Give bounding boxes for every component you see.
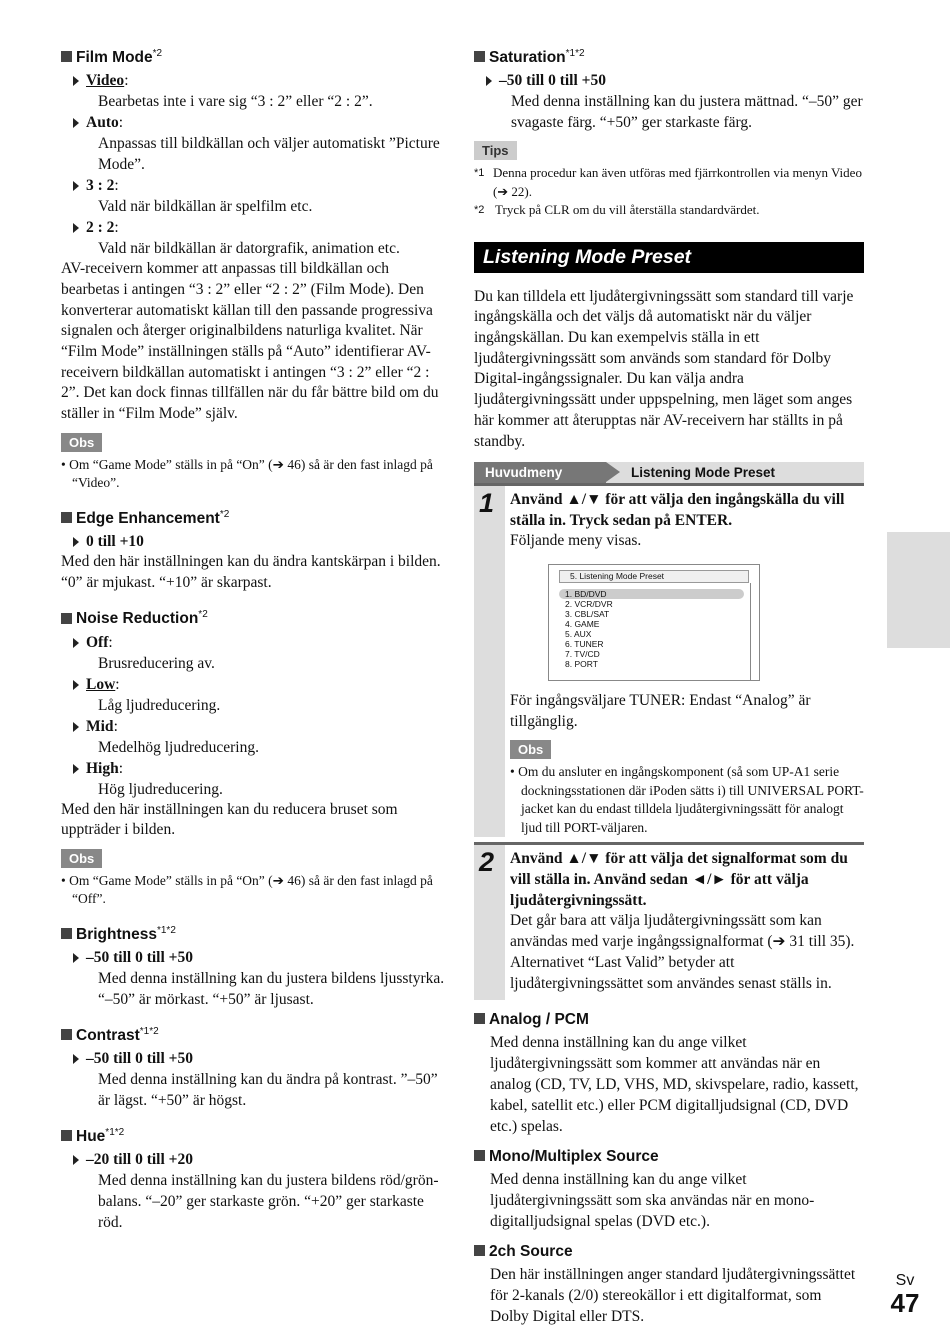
square-bullet-icon — [61, 1029, 72, 1040]
intro-paragraph: Du kan tilldela ett ljudåtergivningssätt som standard till varje ingångskälla och det väljs då automatiskt när du väljer ingångskällan. Du kan exempelvis ställa in ett ljudåtergivningssätt som används som standard för Dolby Digital-ingångssignaler. Du kan välja andra ljudåtergivningssätt under uppspelning, men läget som anges här kommer att återupptas när AV-receivern har ställts in på standby. — [474, 287, 854, 450]
step-text: Alternativet “Last Valid” betyder att ljudåtergivningssättet som användes senast ställs in. — [510, 953, 832, 992]
step-text: Det går bara att välja ljudåtergivningssätt som kan användas med varje ingångssignalformat (➔ 31 till 35). — [510, 912, 855, 951]
triangle-bullet-icon — [73, 537, 79, 547]
step-number: 1 — [479, 488, 495, 519]
analog-pcm-heading: Analog / PCM — [474, 1010, 864, 1030]
square-bullet-icon — [61, 928, 72, 939]
option-item: Low: — [75, 674, 450, 695]
triangle-bullet-icon — [73, 722, 79, 732]
step-lead: Använd ▲/▼ för att välja den ingångskälla du vill ställa in. Tryck sedan på ENTER. — [510, 491, 845, 530]
contrast-heading: Contrast$^{*1*2}$ — [61, 1022, 450, 1046]
option-item: 3 : 2: — [75, 175, 450, 196]
triangle-bullet-icon — [73, 1054, 79, 1064]
screen-item: 7. TV/CD — [565, 648, 600, 659]
option-desc: Låg ljudreducering. — [98, 696, 221, 714]
option-item: 2 : 2: — [75, 217, 450, 238]
brightness-heading: Brightness$^{*1*2}$ — [61, 921, 450, 945]
obs-badge: Obs — [510, 740, 551, 759]
screen-item: 5. AUX — [565, 628, 592, 639]
tips-badge: Tips — [474, 141, 517, 160]
breadcrumb-main: Huvudmeny — [474, 462, 606, 483]
film-mode-paragraph: AV-receivern kommer att anpassas till bildkällan och bearbetas i antingen “3 : 2” eller “2 : 2” (Film Mode). Den konverterar automatiskt källan till den passande progressiva signalen och återger originalbildens naturliga kvalitet. När “Film Mode” inställningen ställs på “Auto” identifierar AV-receivern bildkällan automatiskt i antingen “3 : 2” eller “2 : 2”. Det kan dock finnas tillfällen när du får bättre bild om du ställer in “Film Mode” själv. — [61, 260, 439, 423]
option-item: High: — [75, 758, 450, 779]
section-title: Listening Mode Preset — [474, 242, 864, 273]
screen-item: 1. BD/DVD — [565, 588, 607, 599]
saturation-heading: Saturation$^{*1*2}$ — [474, 44, 864, 68]
screen-item: 8. PORT — [565, 658, 598, 669]
square-bullet-icon — [474, 1245, 485, 1256]
option-item: –50 till 0 till +50 — [75, 947, 450, 968]
option-desc: Anpassas till bildkällan och väljer automatiskt ”Picture Mode”. — [98, 135, 440, 174]
page-num: 47 — [890, 1288, 920, 1318]
analog-desc: Med denna inställning kan du ange vilket ljudåtergivningssätt som kommer att användas när en analog (CD, TV, LD, VHS, MD, skivspelare, radio, kassett, kabel, satellit etc.) eller PCM digitalljudsignal (CD, DVD etc.) spelas. — [490, 1034, 859, 1136]
option-item: –20 till 0 till +20 — [75, 1149, 450, 1170]
film-mode-heading: Film Mode$^{*2}$ — [61, 44, 450, 68]
option-desc: Med denna inställning kan du justera mättnad. “–50” ger svagaste färg. “+50” ger starkaste färg. — [511, 93, 863, 132]
option-desc: Bearbetas inte i vare sig “3 : 2” eller “2 : 2”. — [98, 93, 373, 111]
obs-badge: Obs — [61, 433, 102, 452]
obs-badge: Obs — [61, 849, 102, 868]
step-1 — [474, 483, 864, 837]
breadcrumb-sub: Listening Mode Preset — [606, 462, 864, 483]
noise-reduction-heading: Noise Reduction$^{*2}$ — [61, 605, 450, 629]
edge-enhancement-heading: Edge Enhancement$^{*2}$ — [61, 505, 450, 529]
option-item: –50 till 0 till +50 — [488, 70, 864, 91]
triangle-bullet-icon — [73, 76, 79, 86]
breadcrumb-arrow-icon — [606, 462, 620, 482]
obs-note: • Om “Game Mode” ställs in på “On” (➔ 46) så är den fast inlagd på “Video”. — [61, 456, 433, 491]
2ch-desc: Den här inställningen anger standard ljudåtergivningssättet för 2-kanals (2/0) stereokällor i ett digitalformat, som Dolby Digital eller DTS. — [490, 1266, 856, 1326]
triangle-bullet-icon — [73, 223, 79, 233]
screen-item: 4. GAME — [565, 618, 600, 629]
left-column — [61, 36, 450, 1233]
triangle-bullet-icon — [73, 1155, 79, 1165]
triangle-bullet-icon — [73, 181, 79, 191]
screen-edge — [750, 583, 751, 680]
page-number — [880, 1272, 930, 1316]
triangle-bullet-icon — [73, 764, 79, 774]
triangle-bullet-icon — [73, 953, 79, 963]
step-text: Följande meny visas. — [510, 532, 642, 550]
step-sidebar — [474, 486, 505, 837]
option-item: Video: — [75, 70, 450, 91]
option-desc: Hög ljudreducering. — [98, 780, 223, 798]
square-bullet-icon — [474, 1013, 485, 1024]
mono-desc: Med denna inställning kan du ange vilket ljudåtergivningssätt som ska användas när en mono-digitalljudsignal spelas (DVD etc.). — [490, 1171, 815, 1231]
screen-item: 3. CBL/SAT — [565, 608, 610, 619]
option-desc: Med denna inställning kan du ändra på kontrast. ”–50” är lägst. “+50” är högst. — [98, 1071, 438, 1110]
screen-title: 5. Listening Mode Preset — [559, 570, 749, 583]
triangle-bullet-icon — [73, 638, 79, 648]
screen-item: 6. TUNER — [565, 638, 604, 649]
mono-multiplex-heading: Mono/Multiplex Source — [474, 1147, 864, 1167]
option-item: –50 till 0 till +50 — [75, 1048, 450, 1069]
menu-screen — [548, 564, 760, 681]
obs-note: • Om “Game Mode” ställs in på “On” (➔ 46) så är den fast inlagd på “Off”. — [61, 872, 433, 907]
option-desc: Medelhög ljudreducering. — [98, 738, 259, 756]
footnote: *1 Denna procedur kan även utföras med fjärrkontrollen via menyn Video (➔ 22). — [474, 165, 862, 199]
square-bullet-icon — [61, 512, 72, 523]
triangle-bullet-icon — [73, 118, 79, 128]
option-desc: Vald när bildkällan är spelfilm etc. — [98, 198, 313, 216]
option-item: Off: — [75, 632, 450, 653]
language-code: Sv — [895, 1272, 915, 1289]
square-bullet-icon — [474, 1150, 485, 1161]
option-desc: Vald när bildkällan är datorgrafik, animation etc. — [98, 240, 400, 258]
option-item: Mid: — [75, 716, 450, 737]
square-bullet-icon — [61, 51, 72, 62]
right-column — [474, 36, 864, 1327]
square-bullet-icon — [61, 613, 72, 624]
square-bullet-icon — [61, 1130, 72, 1141]
obs-note: • Om du ansluter en ingångskomponent (så som UP-A1 serie dockningsstationen där iPoden sätts i) till UNIVERSAL PORT-jacket kan du endast tilldela ljudåtergivningssätt för analogt ljud till PORT-väljaren. — [510, 764, 864, 835]
triangle-bullet-icon — [73, 680, 79, 690]
step-2 — [474, 842, 864, 1000]
step-text: För ingångsväljare TUNER: Endast “Analog” är tillgänglig. — [510, 691, 811, 730]
footnote: *2 Tryck på CLR om du vill återställa standardvärdet. — [474, 202, 760, 218]
option-item: 0 till +10 — [75, 531, 450, 552]
screen-item: 2. VCR/DVR — [565, 598, 613, 609]
side-tab — [887, 532, 950, 648]
noise-paragraph: Med den här inställningen kan du reducera bruset som uppträder i bilden. — [61, 800, 398, 839]
triangle-bullet-icon — [486, 76, 492, 86]
option-desc: Med denna inställning kan du justera bildens ljusstyrka. “–50” är mörkast. “+50” är ljusast. — [98, 970, 445, 1009]
square-bullet-icon — [474, 51, 485, 62]
option-item: Auto: — [75, 112, 450, 133]
option-desc: Med denna inställning kan du justera bildens röd/grön-balans. “–20” ger starkaste grön. “+20” ger starkaste röd. — [98, 1172, 439, 1232]
menu-breadcrumb — [474, 462, 864, 483]
edge-paragraph: Med den här inställningen kan du ändra kantskärpan i bilden. “0” är mjukast. “+10” är skarpast. — [61, 552, 441, 591]
option-desc: Brusreducering av. — [98, 654, 215, 672]
step-lead: Använd ▲/▼ för att välja det signalformat som du vill ställa in. Använd sedan ◄/► för att välja ljudåtergivningssätt. — [510, 850, 848, 910]
2ch-source-heading: 2ch Source — [474, 1242, 864, 1262]
step-number: 2 — [479, 847, 495, 878]
hue-heading: Hue$^{*1*2}$ — [61, 1123, 450, 1147]
